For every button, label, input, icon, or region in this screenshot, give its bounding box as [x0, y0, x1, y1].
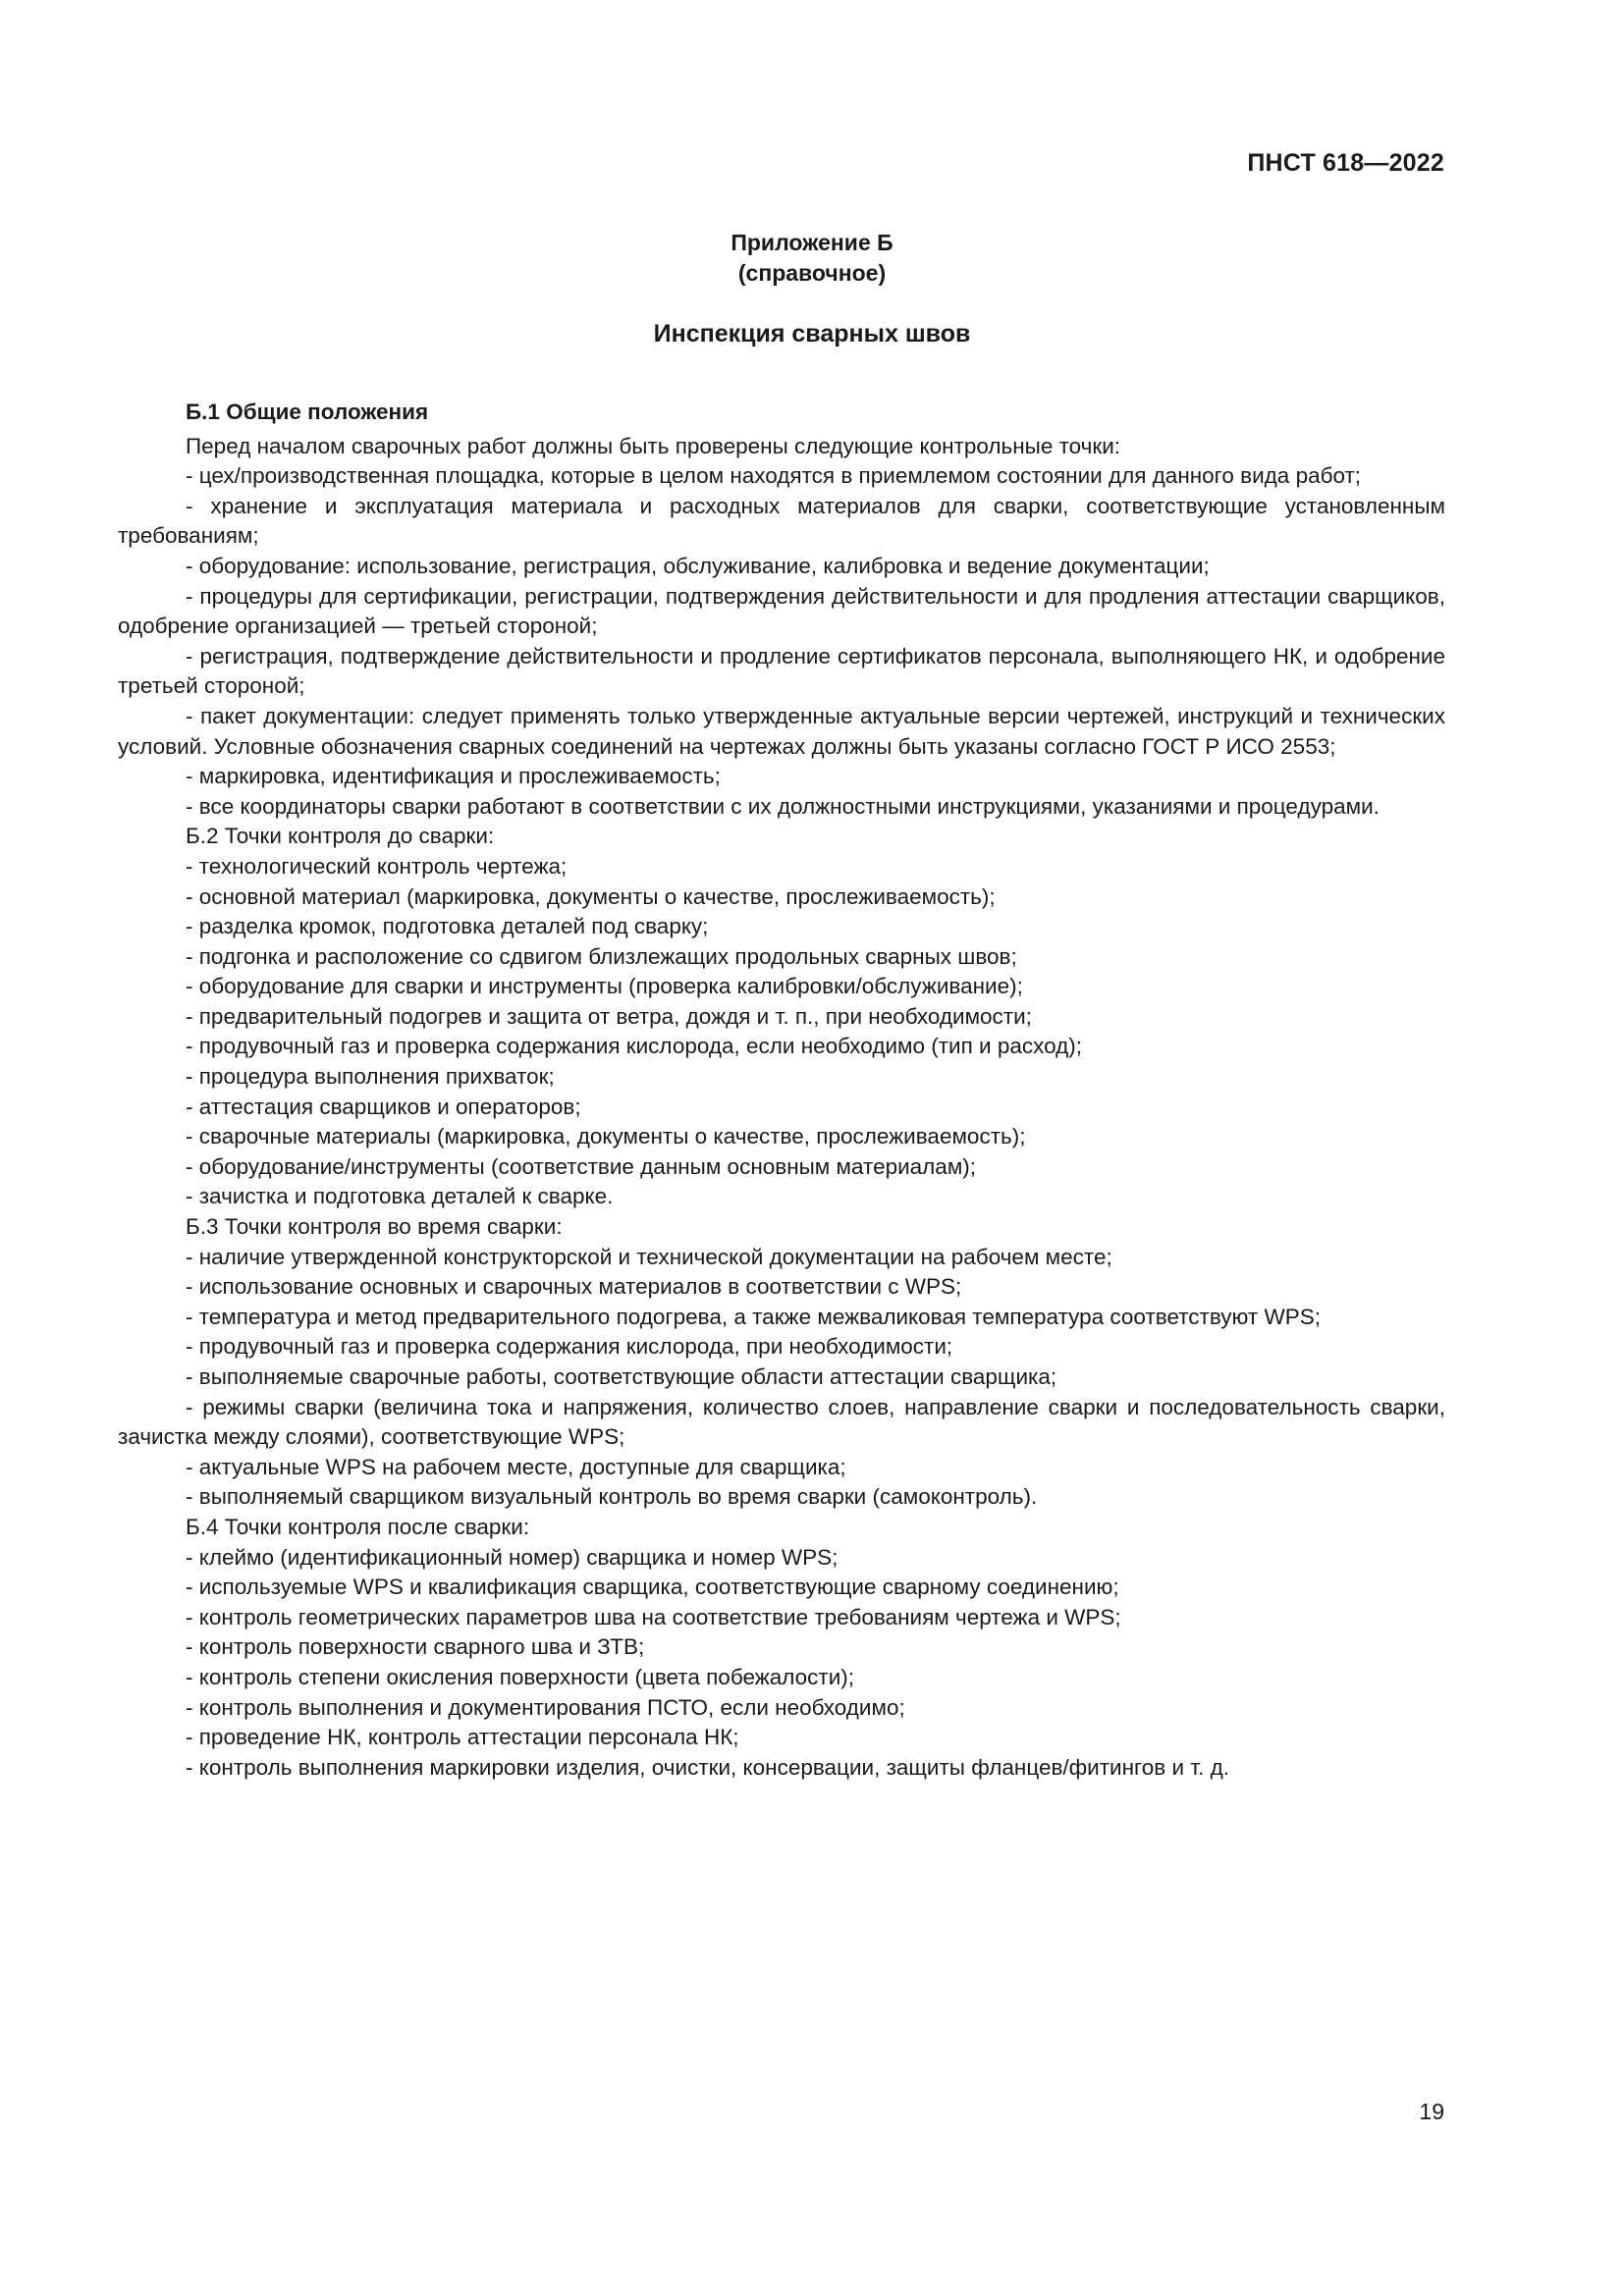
- page-title: Инспекция сварных швов: [653, 320, 971, 347]
- list-item: - все координаторы сварки работают в соответствии с их должностными инструкциями, указаниями и процедурами.: [186, 793, 1380, 819]
- list-item: - температура и метод предварительного подогрева, а также межваликовая температура соответствуют WPS;: [186, 1304, 1321, 1329]
- document-code: ПНСТ 618—2022: [1247, 149, 1444, 177]
- list-item: - выполняемые сварочные работы, соответствующие области аттестации сварщика;: [186, 1364, 1057, 1389]
- list-item: - выполняемый сварщиком визуальный контроль во время сварки (самоконтроль).: [186, 1484, 1038, 1510]
- appendix-type: (справочное): [737, 260, 887, 286]
- list-item: - продувочный газ и проверка содержания кислорода, при необходимости;: [186, 1334, 953, 1360]
- list-item: - использование основных и сварочных материалов в соответствии с WPS;: [186, 1274, 962, 1300]
- list-item: - контроль геометрических параметров шва на соответствие требованиям чертежа и WPS;: [186, 1604, 1121, 1629]
- list-item: - оборудование для сварки и инструменты (проверка калибровки/обслуживание);: [186, 974, 1023, 999]
- appendix-header: [0, 228, 1624, 289]
- list-item: - подгонка и расположение со сдвигом близлежащих продольных сварных швов;: [186, 943, 1017, 969]
- list-item: - регистрация, подтверждение действительности и продление сертификатов персонала, выполняющего НК, и одобрение третьей стороной;: [118, 643, 1445, 699]
- list-item: - наличие утвержденной конструкторской и технической документации на рабочем месте;: [186, 1244, 1112, 1269]
- list-item: - разделка кромок, подготовка деталей под сварку;: [186, 914, 709, 939]
- list-item: - процедуры для сертификации, регистрации, подтверждения действительности и для продления аттестации сварщиков, одобрение организацией — третьей стороной;: [118, 583, 1445, 639]
- list-item: - актуальные WPS на рабочем месте, доступные для сварщика;: [186, 1454, 846, 1479]
- list-item: - контроль выполнения маркировки изделия, очистки, консервации, защиты фланцев/фитингов и т. д.: [186, 1754, 1229, 1780]
- paragraph: Перед началом сварочных работ должны быть проверены следующие контрольные точки:: [186, 433, 1121, 458]
- section-heading-2: Б.2 Точки контроля до сварки:: [186, 824, 495, 849]
- list-item: - основной материал (маркировка, документы о качестве, прослеживаемость);: [186, 883, 996, 909]
- list-item: - режимы сварки (величина тока и напряжения, количество слоев, направление сварки и последовательность сварки, зачистка между слоями), соответствующие WPS;: [118, 1394, 1445, 1450]
- list-item: - используемые WPS и квалификация сварщика, соответствующие сварному соединению;: [186, 1575, 1119, 1600]
- list-item: - пакет документации: следует применять только утвержденные актуальные версии чертежей, инструкций и технических условий. Условные обозначения сварных соединений на чертежах должны быть указаны согласно ГОСТ Р ИСО 2553;: [118, 703, 1445, 759]
- list-item: - процедура выполнения прихваток;: [186, 1064, 555, 1090]
- list-item: - продувочный газ и проверка содержания кислорода, если необходимо (тип и расход);: [186, 1034, 1083, 1059]
- list-item: - зачистка и подготовка деталей к сварке.: [186, 1184, 614, 1209]
- list-item: - контроль поверхности сварного шва и ЗТВ;: [186, 1634, 645, 1660]
- document-body: [118, 398, 1445, 1783]
- list-item: - аттестация сварщиков и операторов;: [186, 1094, 581, 1119]
- section-heading-4: Б.4 Точки контроля после сварки:: [186, 1514, 530, 1539]
- list-item: - контроль выполнения и документирования ПСТО, если необходимо;: [186, 1694, 905, 1720]
- page-number: 19: [1419, 2099, 1444, 2124]
- list-item: - оборудование/инструменты (соответствие данным основным материалам);: [186, 1153, 977, 1179]
- appendix-label: Приложение Б: [731, 230, 893, 255]
- list-item: - проведение НК, контроль аттестации персонала НК;: [186, 1725, 739, 1750]
- list-item: - сварочные материалы (маркировка, документы о качестве, прослеживаемость);: [186, 1124, 1026, 1149]
- list-item: - клеймо (идентификационный номер) сварщика и номер WPS;: [186, 1544, 839, 1570]
- section-heading-3: Б.3 Точки контроля во время сварки:: [186, 1214, 563, 1240]
- list-item: - маркировка, идентификация и прослеживаемость;: [186, 764, 721, 789]
- list-item: - контроль степени окисления поверхности (цвета побежалости);: [186, 1664, 855, 1689]
- list-item: - хранение и эксплуатация материала и расходных материалов для сварки, соответствующие установленным требованиям;: [118, 493, 1445, 549]
- list-item: - предварительный подогрев и защита от ветра, дождя и т. п., при необходимости;: [186, 1003, 1032, 1029]
- section-heading-1: Б.1 Общие положения: [186, 400, 429, 424]
- list-item: - технологический контроль чертежа;: [186, 853, 568, 879]
- list-item: - оборудование: использование, регистрация, обслуживание, калибровка и ведение документации;: [186, 553, 1210, 578]
- list-item: - цех/производственная площадка, которые в целом находятся в приемлемом состоянии для данного вида работ;: [186, 463, 1362, 489]
